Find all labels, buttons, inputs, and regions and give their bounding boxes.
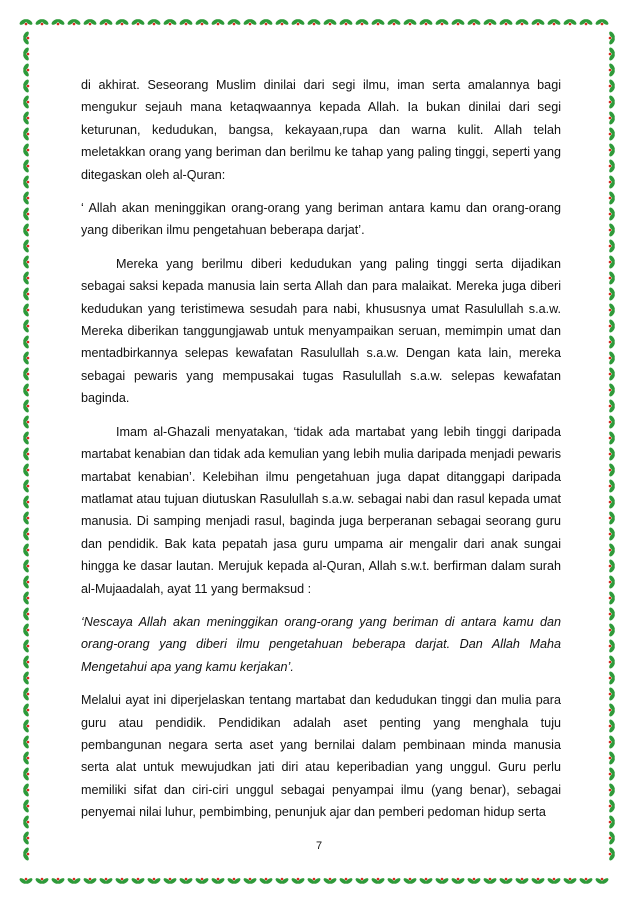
paragraph-2: Mereka yang berilmu diberi kedudukan yang paling tinggi serta dijadikan sebagai saksi kepada manusia lain serta Allah dan para malaikat. Mereka juga diberi kedudukan yang teristimewa sesudah para nabi, khususnya umat Rasulullah s.a.w. Mereka diberikan tanggungjawab untuk menyampaikan seruan, memimpin umat dan mentadbirkannya selepas kewafatan Rasulullah s.a.w. Dengan kata lain, mereka sebagai pewaris yang mempusakai tugas Rasulullah s.a.w. selepas kewafatan baginda. <box>81 256 561 406</box>
quote-paragraph-2: ‘Nescaya Allah akan meninggikan orang-orang yang beriman di antara kamu dan orang-orang yang diberi ilmu pengetahuan beberapa darjat. Dan Allah Maha Mengetahui apa yang kamu kerjakan’. <box>81 614 561 674</box>
paragraph-1: di akhirat. Seseorang Muslim dinilai dari segi ilmu, iman serta amalannya bagi mengukur sejauh mana ketaqwaannya kepada Allah. Ia bukan dinilai dari segi keturunan, kedudukan, bangsa, kekayaan,rupa dan warna kulit. Allah telah meletakkan orang yang beriman dan berilmu ke tahap yang paling tinggi, seperti yang ditegaskan oleh al-Quran: <box>81 78 561 182</box>
page-number: 7 <box>315 840 323 852</box>
document-body <box>81 74 561 835</box>
paragraph-4: Melalui ayat ini diperjelaskan tentang martabat dan kedudukan tinggi dan mulia para guru atau pendidik. Pendidikan adalah aset penting yang menghala tuju pembangunan negara serta aset yang bernilai dalam pembinaan minda manusia serta alat untuk mewujudkan jati diri atau keperibadian yang unggul. Guru perlu memiliki sifat dan ciri-ciri unggul sebagai penyampai ilmu (yang benar), sebagai penyemai nilai luhur, pembimbing, penunjuk ajar dan pemberi pedoman hidup serta <box>81 693 561 820</box>
quote-paragraph-1: ‘ Allah akan meninggikan orang-orang yang beriman antara kamu dan orang-orang yang diberikan ilmu pengetahuan beberapa darjat’. <box>81 201 561 238</box>
paragraph-3: Imam al-Ghazali menyatakan, ‘tidak ada martabat yang lebih tinggi daripada martabat kenabian dan tidak ada kemulian yang lebih mulia daripada menjadi pewaris martabat kenabian’. Kelebihan ilmu pengetahuan juga dapat ditanggapi daripada matlamat atau tujuan diutuskan Rasulullah s.a.w. sebagai nabi dan rasul kepada umat manusia. Di samping menjadi rasul, baginda juga berperanan sebagai seorang guru dan pendidik. Bak kata pepatah jasa guru umpama air mengalir dari anak sungai hingga ke dasar lautan. Merujuk kepada al-Quran, Allah s.w.t. berfirman dalam surah al-Mujaadalah, ayat 11 yang bermaksud : <box>81 424 561 596</box>
